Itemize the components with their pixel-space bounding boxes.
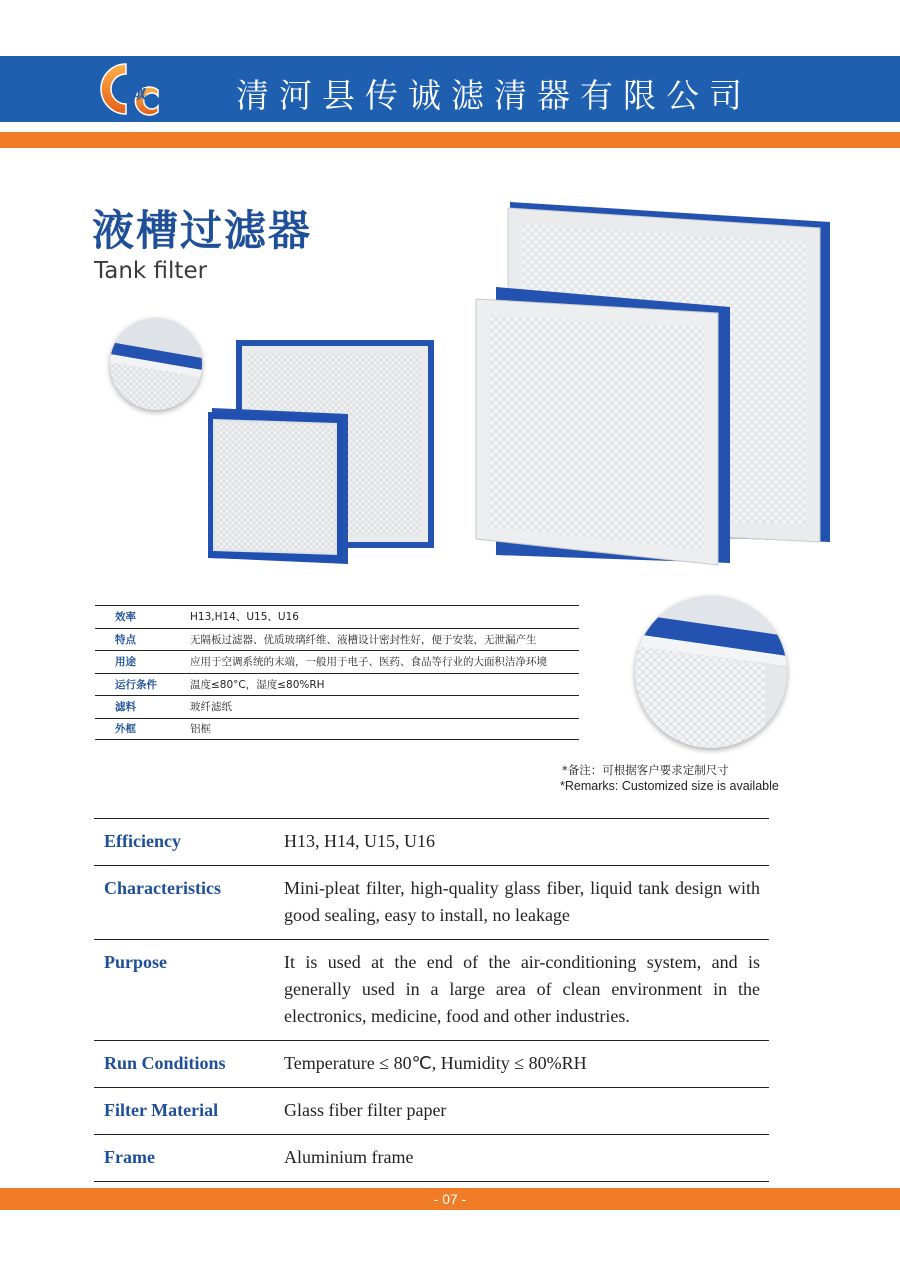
table-row [94, 819, 769, 866]
spec-value: 铝框 [190, 723, 211, 736]
logo-character: 诚 [128, 81, 148, 103]
page-number: - 07 - [433, 1191, 467, 1207]
filter-image-small-front [206, 406, 350, 566]
table-row [94, 1041, 769, 1088]
spec-label: 用途 [115, 656, 136, 669]
cn-spec-table [95, 605, 579, 740]
frame-detail-circle-large [635, 596, 787, 748]
spec-label: 运行条件 [115, 678, 157, 691]
spec-value: H13, H14, U15, U16 [284, 831, 435, 851]
table-row [94, 1088, 769, 1135]
spec-label: Characteristics [104, 878, 221, 898]
filter-image-large-front [472, 283, 734, 568]
table-row [95, 628, 579, 651]
spec-value: 无隔板过滤器、优质玻璃纤维、液槽设计密封性好，便于安装，无泄漏产生 [190, 633, 537, 646]
spec-label: 滤料 [115, 701, 136, 714]
spec-label: Frame [104, 1147, 155, 1167]
table-row [95, 650, 579, 673]
spec-value: 玻纤滤纸 [190, 701, 232, 714]
spec-value: Glass fiber filter paper [284, 1100, 447, 1120]
frame-detail-circle-small [110, 318, 202, 410]
spec-label: Filter Material [104, 1100, 219, 1120]
spec-value: 温度≤80°C，湿度≤80%RH [190, 678, 325, 691]
spec-label: Purpose [104, 952, 167, 972]
table-row [95, 605, 579, 628]
table-row [95, 673, 579, 696]
table-row [94, 940, 769, 1041]
remark-en: *Remarks: Customized size is available [560, 779, 779, 793]
spec-value: Temperature ≤ 80℃, Humidity ≤ 80%RH [284, 1053, 587, 1073]
table-row [94, 1135, 769, 1182]
spec-value: 应用于空调系统的末端，一般用于电子、医药、食品等行业的大面积洁净环境 [190, 656, 547, 669]
company-logo [92, 60, 162, 118]
spec-value: It is used at the end of the air-conditioning system, and is generally used in a large area of clean environment in the electronics, medicine, food and other industries. [284, 952, 760, 1026]
spec-label: 外框 [115, 723, 136, 736]
spec-value: H13,H14、U15、U16 [190, 611, 299, 624]
product-title-cn: 液槽过滤器 [92, 206, 313, 255]
header-orange-stripe [0, 132, 900, 148]
spec-label: Efficiency [104, 831, 181, 851]
remark-cn: *备注：可根据客户要求定制尺寸 [562, 763, 729, 777]
table-row [95, 695, 579, 718]
company-name: 清河县传诚滤清器有限公司 [236, 76, 752, 115]
product-title-en: Tank filter [94, 258, 208, 284]
spec-value: Mini-pleat filter, high-quality glass fiber, liquid tank design with good sealing, easy to install, no leakage [284, 878, 760, 925]
table-row [94, 866, 769, 940]
spec-label: Run Conditions [104, 1053, 226, 1073]
spec-label: 特点 [115, 633, 136, 646]
spec-value: Aluminium frame [284, 1147, 414, 1167]
en-spec-table [94, 818, 769, 1182]
table-row [95, 718, 579, 741]
spec-label: 效率 [115, 611, 136, 624]
